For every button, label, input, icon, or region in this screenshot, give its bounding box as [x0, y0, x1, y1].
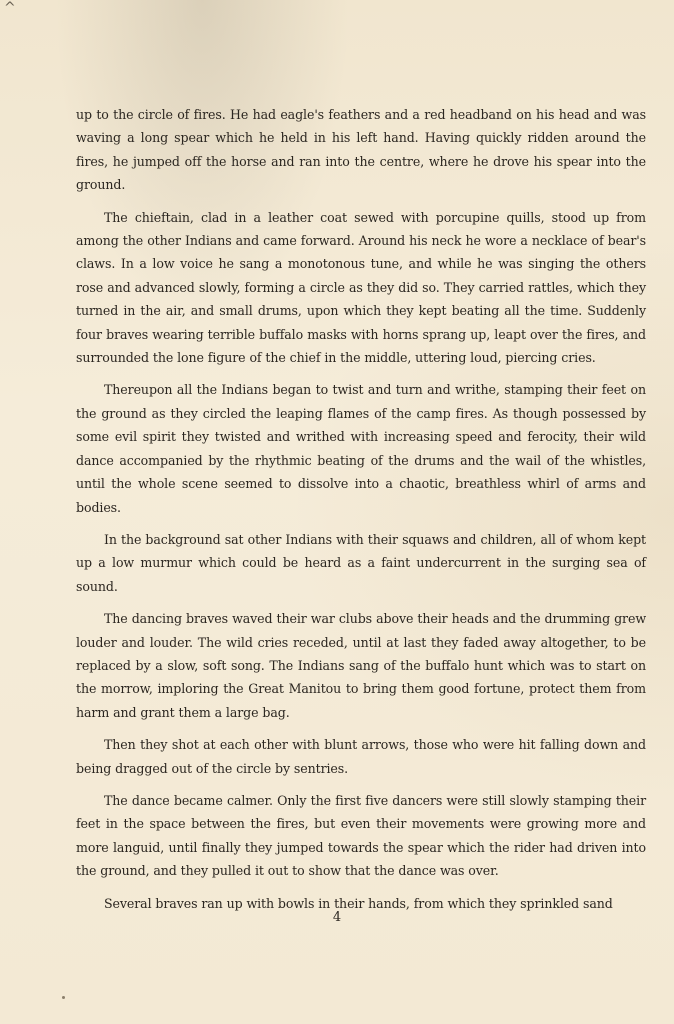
paragraph-2: The chieftain, clad in a leather coat sewed with porcupine quills, stood up from among the other Indians and came forward. Around his neck he wore a necklace of bear's claws. In a low voice he sang a monotonous tune, and while he was singing the others rose and advanced slowly, forming a circle as they did so. They carried rattles, which they turned in the air, and small drums, upon which they kept beating all the time. Suddenly four braves wearing terrible buffalo masks with horns sprang up, leapt over the fires, and surrounded the lone figure of the chief in the middle, uttering loud, piercing cries. [76, 209, 646, 366]
page-number: 4 [332, 910, 342, 925]
paragraph-4: In the background sat other Indians with their squaws and children, all of whom kept up a low murmur which could be heard as a faint undercurrent in the surging sea of sound. [76, 531, 646, 594]
paragraph-6: Then they shot at each other with blunt arrows, those who were hit falling down and being dragged out of the circle by sentries. [76, 737, 646, 776]
paragraph-7: The dance became calmer. Only the first five dancers were still slowly stamping their feet in the space between the fires, but even their movements were growing more and more languid, until finally they jumped towards the spear which the rider had driven into the ground, and they pulled it out to show that the dance was over. [76, 792, 646, 879]
corner-mark: ^ [4, 0, 16, 16]
paragraph-8: Several braves ran up with bowls in their hands, from which they sprinkled sand [104, 895, 613, 911]
paragraph-1: up to the circle of fires. He had eagle's feathers and a red headband on his head and was waving a long spear which he held in his left hand. Having quickly ridden around the fires, he jumped off the horse and ran into the centre, where he drove his spear into the ground. [76, 107, 646, 193]
paragraph-3: Thereupon all the Indians began to twist and turn and writhe, stamping their feet on the ground as they circled the leaping flames of the camp fires. As though possessed by some evil spirit they twisted and writhed with increasing speed and ferocity, their wild dance accompanied by the rhythmic beating of the drums and the wail of the whistles, until the whole scene seemed to dissolve into a chaotic, breathless whirl of arms and bodies. [76, 382, 646, 515]
body-text [76, 103, 646, 924]
paragraph-5: The dancing braves waved their war clubs above their heads and the drumming grew louder and louder. The wild cries receded, until at last they faded away altogether, to be replaced by a slow, soft song. The Indians sang of the buffalo hunt which was to start on the morrow, imploring the Great Manitou to bring them good fortune, protect them from harm and grant them a large bag. [76, 611, 646, 720]
paper-speck [62, 996, 65, 999]
